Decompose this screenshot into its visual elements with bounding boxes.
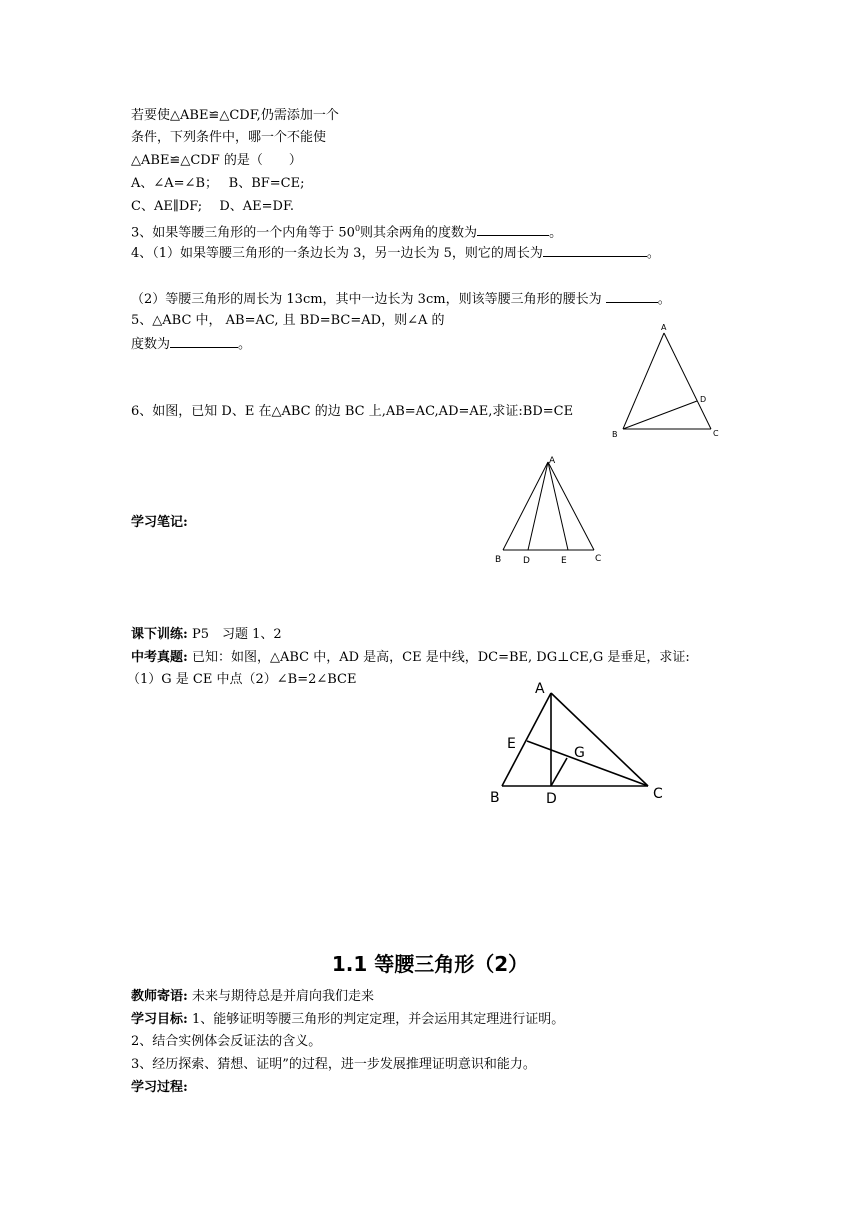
exam-text: 已知：如图，△ABC 中，AD 是高，CE 是中线，DC=BE, DG⊥CE,G 是垂足，求证: [187, 650, 690, 665]
q3-answer-blank[interactable] [477, 221, 549, 236]
q3-line [131, 219, 562, 243]
homework-label: 课下训练: [131, 627, 188, 642]
q3-text-after: 则其余两角的度数为 [360, 225, 478, 241]
q3-text-before: 3、如果等腰三角形的一个内角等于 50 [131, 225, 355, 241]
fig1-label-d: D [700, 395, 707, 404]
q5-answer-blank[interactable] [170, 333, 238, 348]
section-title: 1.1 等腰三角形（2） [331, 952, 529, 976]
goal-2: 2、结合实例体会反证法的含义。 [131, 1034, 322, 1049]
goal-1: 1、能够证明等腰三角形的判定定理，并会运用其定理进行证明。 [187, 1012, 565, 1027]
homework-line [131, 625, 282, 645]
q5-line2-text: 度数为 [131, 337, 171, 352]
q2-options-cd: C、AE∥DF; D、AE=DF. [131, 199, 295, 214]
q5-end: 。 [238, 337, 252, 352]
exam-line1 [131, 648, 690, 668]
q2-line2: 条件，下列条件中，哪一个不能使 [131, 130, 327, 145]
goals-line [131, 1010, 564, 1030]
exam-label: 中考真题: [131, 650, 188, 665]
process-label: 学习过程: [131, 1080, 188, 1095]
fig3-label-b: B [490, 790, 500, 806]
fig2-label-d: D [523, 556, 530, 566]
q2-line3: △ABE≌△CDF 的是（ ） [131, 153, 302, 168]
q4-part2-text: （2）等腰三角形的周长为 13cm，其中一边长为 3cm，则该等腰三角形的腰长为 [131, 292, 606, 307]
q4-part2-blank[interactable] [606, 288, 658, 303]
q2-options-ab: A、∠A=∠B； B、BF=CE; [131, 176, 305, 191]
exam-line2: （1）G 是 CE 中点（2）∠B=2∠BCE [127, 672, 357, 687]
q4-part2 [131, 288, 671, 310]
figure-triangle-ade [490, 450, 610, 570]
q4-part1 [131, 242, 660, 264]
fig1-label-a: A [661, 323, 667, 332]
motto-label: 教师寄语: [131, 989, 188, 1004]
goals-label: 学习目标: [131, 1012, 188, 1027]
fig3-label-g: G [574, 745, 585, 761]
figure-triangle-exam [484, 676, 674, 811]
q4-part1-end: 。 [646, 246, 660, 261]
q3-end: 。 [549, 225, 563, 241]
fig2-label-c: C [595, 554, 602, 564]
fig2-label-a: A [549, 456, 556, 466]
q2-line1: 若要使△ABE≌△CDF,仍需添加一个 [131, 108, 339, 123]
motto-text: 未来与期待总是并肩向我们走来 [187, 989, 374, 1004]
goal-3: 3、经历探索、猜想、证明”的过程，进一步发展推理证明意识和能力。 [131, 1057, 536, 1072]
fig1-label-b: B [612, 430, 618, 439]
q5-line2 [131, 333, 251, 355]
figure-triangle-abd [600, 318, 730, 443]
q6-line: 6、如图，已知 D、E 在△ABC 的边 BC 上,AB=AC,AD=AE,求证:BD=CE [131, 404, 574, 419]
q5-line1: 5、△ABC 中， AB=AC, 且 BD=BC=AD，则∠A 的 [131, 313, 445, 328]
fig3-label-e: E [507, 736, 516, 752]
fig3-label-d: D [546, 791, 557, 807]
fig3-label-a: A [535, 681, 545, 697]
q4-part1-blank[interactable] [543, 242, 647, 257]
fig1-label-c: C [713, 429, 719, 438]
motto-line [131, 987, 374, 1007]
q4-part1-text: 4、（1）如果等腰三角形的一条边长为 3，另一边长为 5，则它的周长为 [131, 246, 543, 261]
degree-mark: 0 [354, 224, 361, 233]
fig2-label-b: B [495, 555, 502, 565]
homework-text: P5 习题 1、2 [187, 627, 282, 642]
q4-part2-end: 。 [657, 292, 671, 307]
notes-label: 学习笔记: [131, 515, 188, 530]
fig2-label-e: E [561, 556, 567, 566]
fig3-label-c: C [653, 786, 663, 802]
